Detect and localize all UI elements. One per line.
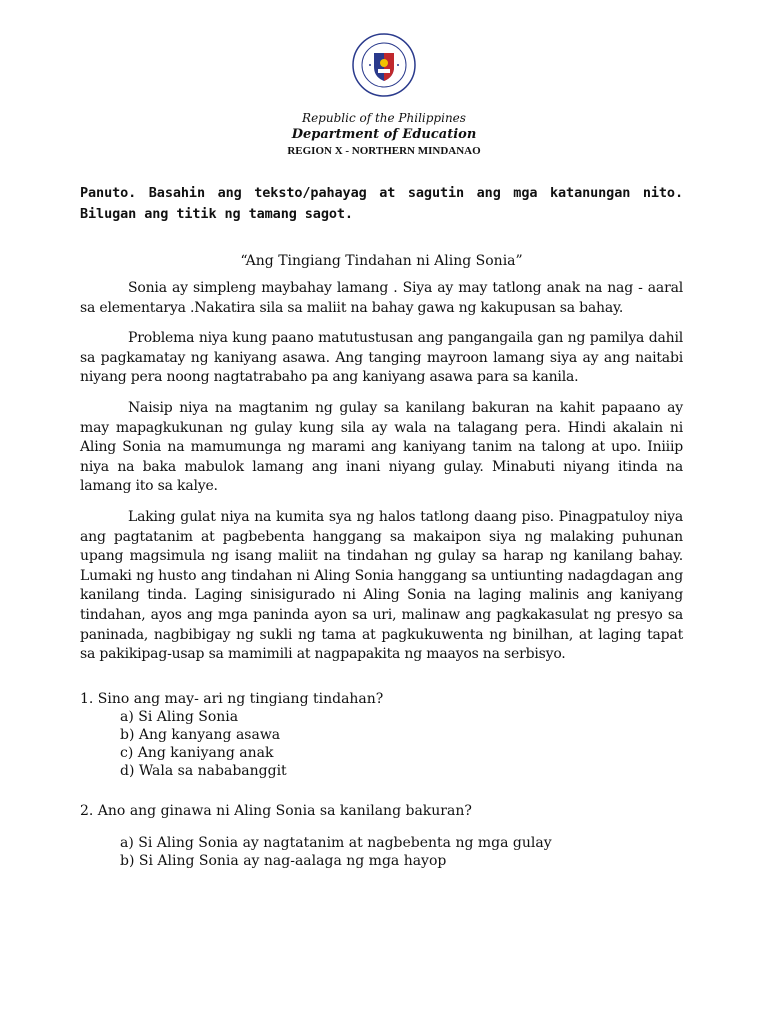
option-item: d) Wala sa nababanggit (120, 762, 287, 779)
option-item: a) Si Aling Sonia (120, 708, 239, 725)
option-item: b) Si Aling Sonia ay nag-aalaga ng mga hayop (120, 852, 447, 869)
question-2: 2. Ano ang ginawa ni Aling Sonia sa kanilang bakuran? (80, 802, 472, 819)
question-2-options (120, 834, 683, 870)
question-1-options (120, 708, 683, 780)
worksheet-body (80, 183, 683, 870)
option-item: b) Ang kanyang asawa (120, 726, 281, 743)
republic-heading: Republic of the Philippines (302, 111, 466, 125)
story-paragraph: Laking gulat niya na kumita sya ng halos tatlong daang piso. Pinagpatuloy niya ang pagtatanim at pagbebenta hanggang sa makaipon siya ng malaking puhunan upang magsimula ng isang maliit na tindahan ng gulay sa harap ng kanilang bahay. Lumaki ng husto ang tindahan ni Aling Sonia hanggang sa untiunting nadagdagan ang kanilang tinda. Laging sinisigurado ni Aling Sonia na laging malinis ang kaniyang tindahan, ayos ang mga paninda ayon sa uri, malinaw ang pagkakasulat ng presyo sa paninada, nagbibigay ng sukli ng tama at pagkukuwenta ng binilhan, at laging tapat sa pakikipag-usap sa mamimili at nagpapakita ng maayos na serbisyo. (80, 508, 683, 663)
option-item: a) Si Aling Sonia ay nagtatanim at nagbebenta ng mga gulay (120, 834, 552, 851)
story-paragraph: Problema niya kung paano matutustusan ang pangangaila gan ng pamilya dahil sa pagkamatay ng kaniyang asawa. Ang tanging mayroon lamang siya ay ang naitabi niyang pera noong nagtatrabaho pa ang kaniyang asawa para sa kanila. (80, 330, 683, 386)
instructions-text: Panuto. Basahin ang teksto/pahayag at sagutin ang mga katanungan nito. Bilugan ang titik ng tamang sagot. (80, 185, 683, 222)
question-1: 1. Sino ang may- ari ng tingiang tindahan? (80, 690, 384, 707)
department-heading: Department of Education (291, 127, 477, 142)
option-item: c) Ang kaniyang anak (120, 744, 274, 761)
region-heading: REGION X - NORTHERN MINDANAO (287, 145, 481, 157)
story-paragraph: Naisip niya na magtanim ng gulay sa kanilang bakuran na kahit papaano ay may mapagkukunan ng gulay kung sila ay wala na talagang pera. Hindi akalain ni Aling Sonia na mamumunga ng marami ang kaniyang tanim na talong at upo. Iniiip niya na baka mabulok lamang ang inani niyang gulay. Minabuti niyang itinda na lamang ito sa kalye. (80, 399, 683, 495)
deped-seal-logo (352, 33, 416, 97)
questions-section (80, 690, 683, 870)
story-title: “Ang Tingiang Tindahan ni Aling Sonia” (240, 253, 523, 269)
story-paragraph: Sonia ay simpleng maybahay lamang . Siya ay may tatlong anak na nag - aaral sa elementarya .Nakatira sila sa maliit na bahay gawa ng kakupusan sa bahay. (80, 280, 683, 316)
